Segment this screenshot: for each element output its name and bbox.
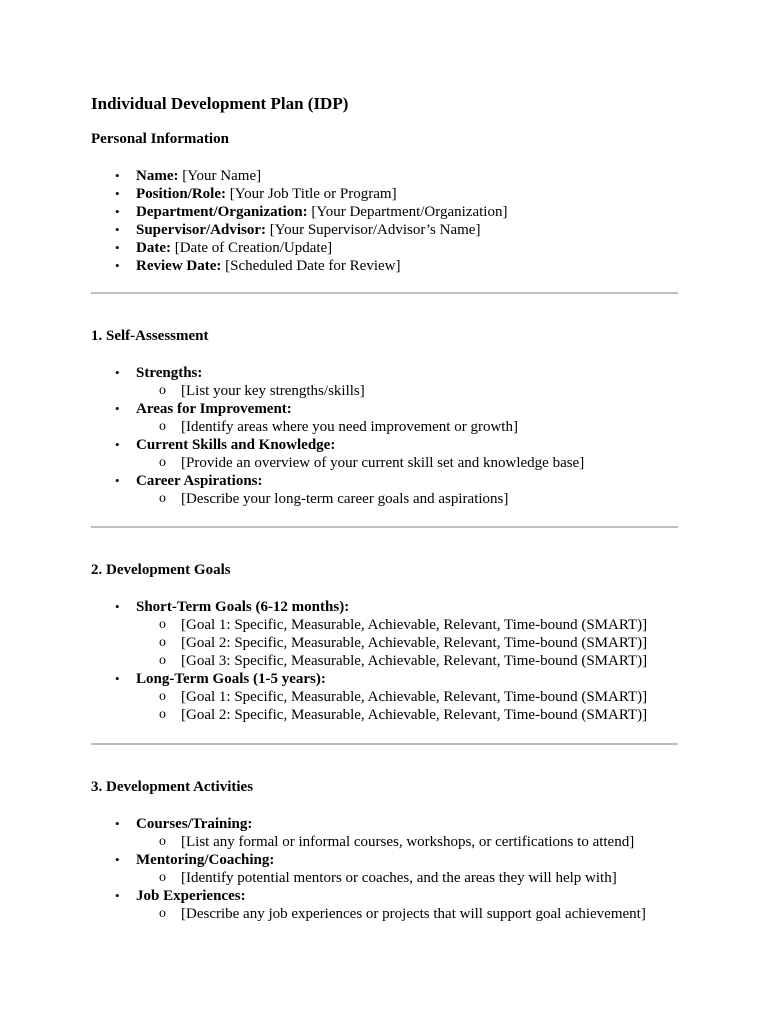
list-item: • Name: [Your Name] <box>115 168 262 184</box>
sub-list <box>136 833 708 851</box>
section-heading-self-assessment: 1. Self-Assessment <box>91 328 209 344</box>
sub-list-item: o [Goal 2: Specific, Measurable, Achievable, Relevant, Time-bound (SMART)] <box>159 635 648 651</box>
sub-list <box>136 616 708 670</box>
bullet-icon: • <box>115 671 120 686</box>
sub-list-item: o [Goal 1: Specific, Measurable, Achievable, Relevant, Time-bound (SMART)] <box>159 617 648 633</box>
list-item: • Department/Organization: [Your Department/Organization] <box>115 204 508 220</box>
sub-list <box>136 418 708 436</box>
sub-list <box>136 869 708 887</box>
bullet-icon: • <box>115 258 120 273</box>
list-item: • Career Aspirations: o [Describe your long-term career goals and aspirations] <box>91 472 708 508</box>
sub-list-item: o [Identify areas where you need improvement or growth] <box>159 419 518 435</box>
bullet-icon: • <box>115 599 120 614</box>
document-title: Individual Development Plan (IDP) <box>91 94 349 113</box>
sub-list-item: o [List any formal or informal courses, workshops, or certifications to attend] <box>159 834 635 850</box>
bullet-icon: • <box>115 168 120 183</box>
list-item: • Date: [Date of Creation/Update] <box>115 240 333 256</box>
personal-info-list <box>91 167 708 275</box>
circle-bullet-icon: o <box>159 491 166 506</box>
circle-bullet-icon: o <box>159 419 166 434</box>
list-item: • Mentoring/Coaching: o [Identify potential mentors or coaches, and the areas they will help with] <box>91 851 708 887</box>
horizontal-divider <box>91 526 678 528</box>
section-heading-personal: Personal Information <box>91 131 229 147</box>
sub-list-item: o [Provide an overview of your current skill set and knowledge base] <box>159 455 585 471</box>
sub-list <box>136 454 708 472</box>
circle-bullet-icon: o <box>159 906 166 921</box>
sub-list <box>136 688 708 724</box>
sub-list <box>136 905 708 923</box>
sub-list-item: o [Identify potential mentors or coaches, and the areas they will help with] <box>159 870 617 886</box>
circle-bullet-icon: o <box>159 635 166 650</box>
list-item: • Current Skills and Knowledge: o [Provide an overview of your current skill set and knowledge base] <box>91 436 708 472</box>
bullet-icon: • <box>115 888 120 903</box>
bullet-icon: • <box>115 204 120 219</box>
horizontal-divider <box>91 743 678 745</box>
section-heading-development-activities: 3. Development Activities <box>91 779 254 795</box>
list-item: • Position/Role: [Your Job Title or Program] <box>115 186 397 202</box>
list-item: • Job Experiences: o [Describe any job experiences or projects that will support goal achievement] <box>91 887 708 923</box>
circle-bullet-icon: o <box>159 707 166 722</box>
bullet-icon: • <box>115 240 120 255</box>
list-item: • Strengths: o [List your key strengths/skills] <box>91 364 708 400</box>
list-item: • Supervisor/Advisor: [Your Supervisor/Advisor’s Name] <box>115 222 481 238</box>
development-goals-list <box>91 598 708 724</box>
circle-bullet-icon: o <box>159 383 166 398</box>
bullet-icon: • <box>115 186 120 201</box>
circle-bullet-icon: o <box>159 455 166 470</box>
bullet-icon: • <box>115 473 120 488</box>
bullet-icon: • <box>115 852 120 867</box>
sub-list-item: o [Goal 2: Specific, Measurable, Achievable, Relevant, Time-bound (SMART)] <box>159 707 648 723</box>
development-activities-list <box>91 815 708 923</box>
sub-list-item: o [Goal 1: Specific, Measurable, Achievable, Relevant, Time-bound (SMART)] <box>159 689 648 705</box>
bullet-icon: • <box>115 816 120 831</box>
bullet-icon: • <box>115 437 120 452</box>
circle-bullet-icon: o <box>159 689 166 704</box>
section-heading-development-goals: 2. Development Goals <box>91 562 231 578</box>
list-item: • Areas for Improvement: o [Identify areas where you need improvement or growth] <box>91 400 708 436</box>
list-item: • Review Date: [Scheduled Date for Review] <box>115 258 401 274</box>
circle-bullet-icon: o <box>159 653 166 668</box>
horizontal-divider <box>91 292 678 294</box>
bullet-icon: • <box>115 401 120 416</box>
self-assessment-list <box>91 364 708 508</box>
bullet-icon: • <box>115 222 120 237</box>
sub-list-item: o [Describe any job experiences or projects that will support goal achievement] <box>159 906 646 922</box>
sub-list-item: o [List your key strengths/skills] <box>159 383 365 399</box>
bullet-icon: • <box>115 365 120 380</box>
sub-list-item: o [Goal 3: Specific, Measurable, Achievable, Relevant, Time-bound (SMART)] <box>159 653 648 669</box>
list-item: • Long-Term Goals (1-5 years): o [Goal 1: Specific, Measurable, Achievable, Relevant, Time-bound (SMART)] o [Goal 2: Specific, Measurable, Achievable, Relevant, Time-bound (SMART)] <box>91 670 708 724</box>
sub-list <box>136 382 708 400</box>
list-item: • Short-Term Goals (6-12 months): o [Goal 1: Specific, Measurable, Achievable, Relevant, Time-bound (SMART)] o [Goal 2: Specific, Measurable, Achievable, Relevant, Time-bound (SMART)] o [Goal 3: Specific, Measurable, Achievable, Relevant, Time-bound (SMART)] <box>91 598 708 670</box>
sub-list-item: o [Describe your long-term career goals and aspirations] <box>159 491 509 507</box>
circle-bullet-icon: o <box>159 834 166 849</box>
sub-list <box>136 490 708 508</box>
list-item: • Courses/Training: o [List any formal or informal courses, workshops, or certifications to attend] <box>91 815 708 851</box>
circle-bullet-icon: o <box>159 870 166 885</box>
circle-bullet-icon: o <box>159 617 166 632</box>
